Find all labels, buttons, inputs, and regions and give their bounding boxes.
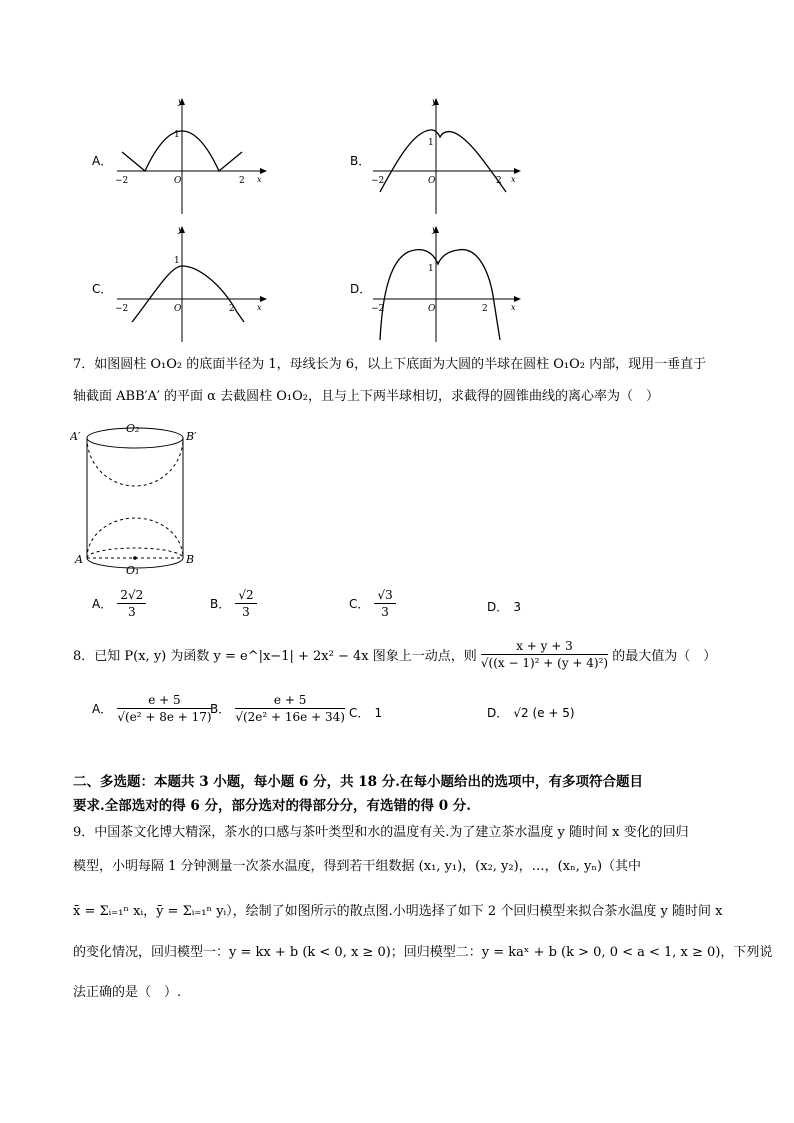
q7-c-den: 3: [381, 605, 389, 619]
tick-pos2: 2: [239, 176, 245, 186]
q7-option-d[interactable]: D． 3: [487, 600, 521, 614]
tick-pos2: 2: [496, 176, 502, 186]
q7-text-line1: 7．如图圆柱 O₁O₂ 的底面半径为 1，母线长为 6，以上下底面为大圆的半球在圆柱 O₁O₂ 内部，现用一垂直于: [73, 357, 707, 372]
q8-frac-num: x + y + 3: [481, 638, 608, 655]
tick-neg2: −2: [115, 176, 129, 186]
tick-one: 1: [174, 256, 180, 266]
x-axis-label: x: [511, 175, 516, 184]
q9-text-line2: 模型，小明每隔 1 分钟测量一次茶水温度，得到若干组数据 (x₁, y₁)，(x₂, y₂)，…，(xₙ, yₙ)（其中: [73, 859, 642, 874]
q8-question: [73, 638, 716, 671]
q7-text-line2: 轴截面 ABB′A′ 的平面 α 去截圆柱 O₁O₂，且与上下两半球相切，求截得的圆锥曲线的离心率为（ ）: [73, 389, 659, 404]
q7-b-den: 3: [242, 605, 250, 619]
y-axis-label: y: [178, 97, 183, 106]
q8-b-den: √(2e² + 16e + 34): [235, 710, 345, 724]
q7-option-c[interactable]: C． $\frac{√3}{3}$: [349, 587, 396, 620]
origin-label: O: [428, 304, 436, 314]
q6-option-b-label[interactable]: B．: [350, 154, 371, 168]
q8-a-den: √(e² + 8e + 17): [117, 710, 212, 724]
q8-tail: 的最大值为（ ）: [612, 649, 717, 664]
section2-heading-line1: 二、多选题：本题共 3 小题，每小题 6 分，共 18 分.在每小题给出的选项中，有多项符合题目: [73, 774, 643, 790]
y-axis-label: y: [432, 97, 437, 106]
x-axis-label: x: [257, 303, 262, 312]
tick-one: 1: [428, 138, 434, 148]
q8-option-a[interactable]: A． $\frac{e + 5}{\text{√(e² + 8e + 17)}}$: [92, 693, 212, 724]
q7-cylinder-figure: [70, 418, 200, 578]
y-axis-label: y: [432, 225, 437, 234]
tick-neg2: −2: [115, 304, 129, 314]
q9-text-line4: 的变化情况，回归模型一：y = kx + b (k < 0, x ≥ 0)；回归模型二：y = kaˣ + b (k > 0, 0 < a < 1, x ≥ 0)，下列说: [73, 945, 773, 960]
tick-one: 1: [428, 264, 434, 274]
label-a: A: [75, 553, 83, 566]
q7-a-den: 3: [127, 605, 136, 619]
q6-graph-d: [368, 222, 528, 347]
origin-label: O: [428, 176, 436, 186]
q8-frac-den: √((x − 1)² + (y + 4)²): [480, 656, 609, 670]
q8-option-c[interactable]: C． 1: [349, 706, 383, 720]
y-axis-label: y: [178, 225, 183, 234]
q8-a-num: e + 5: [117, 692, 211, 709]
q9-text-line5: 法正确的是（ ）.: [73, 985, 182, 1000]
label-o2: O₂: [126, 422, 140, 435]
q6-graph-b: [368, 92, 528, 217]
q6-option-c-label[interactable]: C．: [92, 282, 113, 296]
section2-heading-line2: 要求.全部选对的得 6 分，部分选对的得部分分，有选错的得 0 分.: [73, 798, 471, 814]
q9-text-line3: x̄ = Σᵢ₌₁ⁿ xᵢ，ȳ = Σᵢ₌₁ⁿ yᵢ），绘制了如图所示的散点图.小明选择了如下 2 个回归模型来拟合茶水温度 y 随时间 x: [73, 904, 723, 919]
q7-a-num: 2√2: [117, 587, 146, 604]
q7-option-b[interactable]: B． $\frac{√2}{3}$: [210, 587, 257, 620]
q6-graph-c: [112, 222, 272, 347]
q7-c-num: √3: [374, 587, 395, 604]
q7-b-num: √2: [235, 587, 256, 604]
q8-lead: 8．已知 P(x, y) 为函数 y = e^|x−1| + 2x² − 4x 图象上一动点，则: [73, 649, 477, 664]
label-b-prime: B′: [186, 430, 197, 443]
label-b: B: [186, 553, 195, 566]
x-axis-label: x: [511, 303, 516, 312]
q6-graph-a: [112, 92, 272, 217]
q7-option-a[interactable]: A． $\frac{2√2}{3}$: [92, 587, 146, 620]
tick-neg2: −2: [371, 304, 385, 314]
tick-one: 1: [174, 130, 180, 140]
tick-neg2: −2: [371, 176, 385, 186]
q9-text-line1: 9．中国茶文化博大精深，茶水的口感与茶叶类型和水的温度有关.为了建立茶水温度 y 随时间 x 变化的回归: [73, 825, 689, 840]
origin-label: O: [174, 176, 182, 186]
tick-pos2: 2: [229, 304, 235, 314]
q6-option-a-label[interactable]: A．: [92, 154, 113, 168]
q8-b-num: e + 5: [235, 692, 345, 709]
q8-option-d[interactable]: D． √2 (e + 5): [487, 706, 575, 720]
origin-label: O: [174, 304, 182, 314]
label-o1: O₁: [126, 564, 140, 577]
q8-option-b[interactable]: B． $\frac{e + 5}{\text{√(2e² + 16e + 34)}}$: [210, 693, 345, 724]
x-axis-label: x: [257, 175, 262, 184]
label-a-prime: A′: [70, 430, 81, 443]
q6-option-d-label[interactable]: D．: [350, 282, 372, 296]
tick-pos2: 2: [482, 304, 488, 314]
